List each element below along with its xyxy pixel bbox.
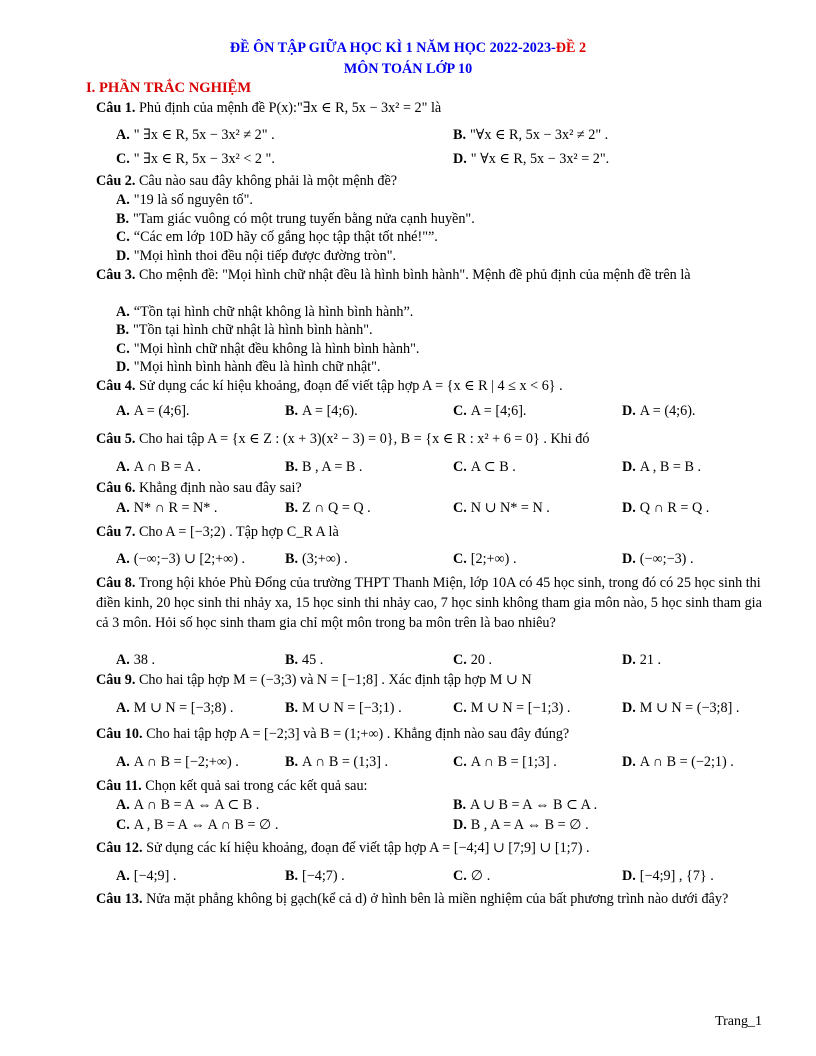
q6-option-d[interactable]: D. Q ∩ R = Q .: [622, 500, 710, 516]
q8-option-c[interactable]: C. 20 .: [453, 652, 493, 668]
title-exam-number: ĐỀ 2: [555, 40, 587, 56]
question-1: Câu 1. Phủ định của mệnh đề P(x):"∃x ∈ R, 5x − 3x² = 2" là: [96, 100, 442, 116]
q5-option-c[interactable]: C. A ⊂ B .: [453, 459, 516, 475]
q7-option-b[interactable]: B. (3;+∞) .: [285, 551, 348, 567]
q10-option-d[interactable]: D. A ∩ B = (−2;1) .: [622, 754, 734, 770]
q6-option-c[interactable]: C. N ∪ N* = N .: [453, 500, 550, 516]
q9-option-c[interactable]: C. M ∪ N = [−1;3) .: [453, 700, 571, 716]
q1-option-a[interactable]: A. " ∃x ∈ R, 5x − 3x² ≠ 2" .: [116, 127, 275, 143]
q4-option-b[interactable]: B. A = [4;6).: [285, 403, 358, 419]
q5-option-d[interactable]: D. A , B = B .: [622, 459, 702, 475]
q3-option-d[interactable]: D. "Mọi hình bình hành đều là hình chữ nhật".: [116, 359, 381, 375]
q8-option-d[interactable]: D. 21 .: [622, 652, 662, 668]
question-8: Câu 8. Trong hội khỏe Phù Đổng của trường THPT Thanh Miện, lớp 10A có 45 học sinh, trong đó có 25 học sinh thi điền kinh, 20 học sinh thi nhảy xa, 15 học sinh thi nhảy cao, 7 học sinh không tham gia môn nào, 5 học sinh tham gia cả 3 môn. Hỏi số học sinh tham gia chỉ một môn trong ba môn trên là bao nhiêu?: [96, 575, 762, 631]
q5-option-b[interactable]: B. B , A = B .: [285, 459, 363, 475]
q4-option-d[interactable]: D. A = (4;6).: [622, 403, 696, 419]
q10-option-c[interactable]: C. A ∩ B = [1;3] .: [453, 754, 557, 770]
q4-option-c[interactable]: C. A = [4;6].: [453, 403, 527, 419]
q1-option-c[interactable]: C. " ∃x ∈ R, 5x − 3x² < 2 ".: [116, 151, 275, 167]
question-11: Câu 11. Chọn kết quả sai trong các kết quả sau:: [96, 778, 368, 794]
question-7: Câu 7. Cho A = [−3;2) . Tập hợp C_R A là: [96, 524, 339, 540]
q6-option-b[interactable]: B. Z ∩ Q = Q .: [285, 500, 371, 516]
exam-title: [0, 40, 816, 57]
q8-option-a[interactable]: A. 38 .: [116, 652, 156, 668]
q10-option-b[interactable]: B. A ∩ B = (1;3] .: [285, 754, 389, 770]
q4-option-a[interactable]: A. A = (4;6].: [116, 403, 190, 419]
q7-option-c[interactable]: C. [2;+∞) .: [453, 551, 517, 567]
q3-option-c[interactable]: C. "Mọi hình chữ nhật đều không là hình bình hành".: [116, 341, 420, 357]
q2-option-c[interactable]: C. “Các em lớp 10D hãy cố gắng học tập thật tốt nhé!"”.: [116, 229, 438, 245]
question-12: Câu 12. Sử dụng các kí hiệu khoảng, đoạn để viết tập hợp A = [−4;4] ∪ [7;9] ∪ [1;7) .: [96, 840, 590, 856]
question-6: Câu 6. Khẳng định nào sau đây sai?: [96, 480, 302, 496]
question-3: Câu 3. Cho mệnh đề: "Mọi hình chữ nhật đều là hình bình hành". Mệnh đề phủ định của mệnh đề trên là: [96, 267, 691, 283]
q11-option-c[interactable]: C. A , B = A ⇔ A ∩ B = ∅ .: [116, 817, 279, 833]
q2-option-b[interactable]: B. "Tam giác vuông có một trung tuyến bằng nửa cạnh huyền".: [116, 211, 475, 227]
question-4: Câu 4. Sử dụng các kí hiệu khoảng, đoạn để viết tập hợp A = {x ∈ R | 4 ≤ x < 6} .: [96, 378, 563, 394]
q1-option-d[interactable]: D. " ∀x ∈ R, 5x − 3x² = 2".: [453, 151, 610, 167]
section-title: I. PHẦN TRẮC NGHIỆM: [86, 80, 252, 96]
q12-option-b[interactable]: B. [−4;7) .: [285, 868, 345, 884]
question-5: Câu 5. Cho hai tập A = {x ∈ Z : (x + 3)(x² − 3) = 0}, B = {x ∈ R : x² + 6 = 0} . Khi đó: [96, 431, 590, 447]
q9-option-b[interactable]: B. M ∪ N = [−3;1) .: [285, 700, 402, 716]
question-13: Câu 13. Nửa mặt phẳng không bị gạch(kể cả d) ở hình bên là miền nghiệm của bất phương trình nào dưới đây?: [96, 891, 729, 907]
question-10: Câu 10. Cho hai tập hợp A = [−2;3] và B = (1;+∞) . Khẳng định nào sau đây đúng?: [96, 726, 570, 742]
q11-option-d[interactable]: D. B , A = A ⇔ B = ∅ .: [453, 817, 589, 833]
q3-option-a[interactable]: A. “Tồn tại hình chữ nhật không là hình bình hành”.: [116, 304, 414, 320]
q11-option-b[interactable]: B. A ∪ B = A ⇔ B ⊂ A .: [453, 797, 598, 813]
question-9: Câu 9. Cho hai tập hợp M = (−3;3) và N = [−1;8] . Xác định tập hợp M ∪ N: [96, 672, 532, 688]
q12-option-d[interactable]: D. [−4;9] , {7} .: [622, 868, 714, 884]
q11-option-a[interactable]: A. A ∩ B = A ⇔ A ⊂ B .: [116, 797, 260, 813]
q2-option-a[interactable]: A. "19 là số nguyên tố".: [116, 192, 253, 208]
q10-option-a[interactable]: A. A ∩ B = [−2;+∞) .: [116, 754, 239, 770]
exam-subtitle: MÔN TOÁN LỚP 10: [343, 61, 473, 77]
title-main: ĐỀ ÔN TẬP GIỮA HỌC KÌ 1 NĂM HỌC 2022-2023-: [229, 40, 556, 56]
q5-option-a[interactable]: A. A ∩ B = A .: [116, 459, 201, 475]
q8-option-b[interactable]: B. 45 .: [285, 652, 324, 668]
page-number: Trang_1: [715, 1014, 762, 1029]
q7-option-d[interactable]: D. (−∞;−3) .: [622, 551, 694, 567]
q9-option-d[interactable]: D. M ∪ N = (−3;8] .: [622, 700, 740, 716]
question-2: Câu 2. Câu nào sau đây không phải là một mệnh đề?: [96, 173, 398, 189]
q1-option-b[interactable]: B. "∀x ∈ R, 5x − 3x² ≠ 2" .: [453, 127, 609, 143]
q9-option-a[interactable]: A. M ∪ N = [−3;8) .: [116, 700, 234, 716]
q7-option-a[interactable]: A. (−∞;−3) ∪ [2;+∞) .: [116, 551, 246, 567]
q12-option-c[interactable]: C. ∅ .: [453, 868, 491, 884]
q3-option-b[interactable]: B. "Tồn tại hình chữ nhật là hình bình hành".: [116, 322, 373, 338]
q6-option-a[interactable]: A. N* ∩ R = N* .: [116, 500, 218, 516]
q2-option-d[interactable]: D. "Mọi hình thoi đều nội tiếp được đường tròn".: [116, 248, 397, 264]
q12-option-a[interactable]: A. [−4;9] .: [116, 868, 177, 884]
